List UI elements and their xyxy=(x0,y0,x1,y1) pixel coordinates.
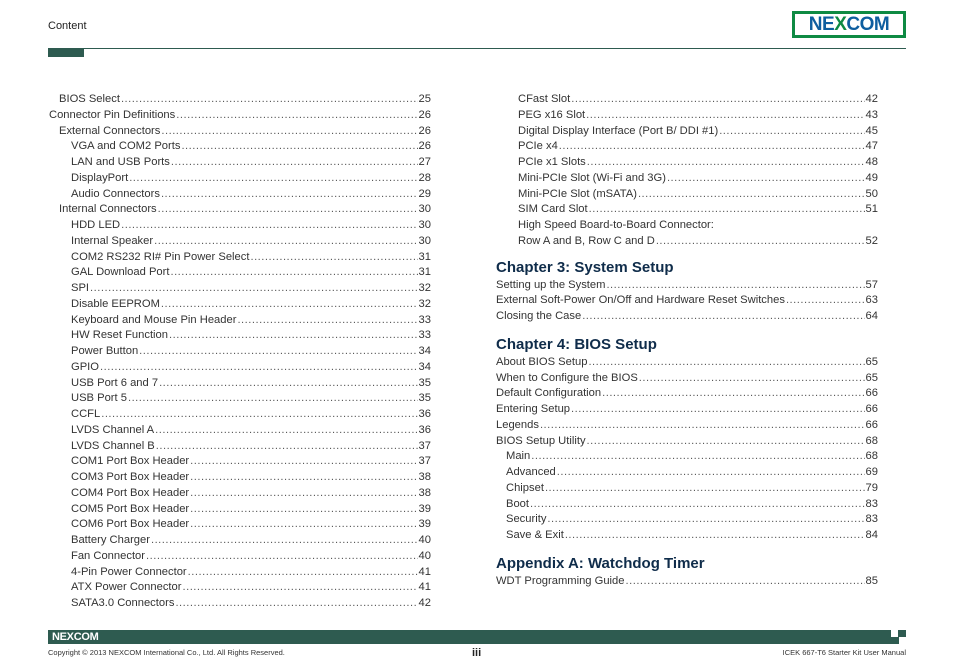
toc-leader-dots xyxy=(190,517,417,533)
toc-leader-dots xyxy=(571,402,865,418)
manual-title: ICEK 667-T6 Starter Kit User Manual xyxy=(782,648,906,657)
toc-entry-label: CCFL xyxy=(71,408,101,420)
toc-entry-label: LAN and USB Ports xyxy=(71,156,170,168)
toc-entry-page: 42 xyxy=(418,597,431,609)
toc-leader-dots xyxy=(237,313,417,329)
toc-entry-label: HDD LED xyxy=(71,219,121,231)
toc-entry[interactable] xyxy=(49,360,431,376)
toc-entry-page: 69 xyxy=(865,466,878,478)
toc-entry-label: Default Configuration xyxy=(496,387,602,400)
toc-leader-dots xyxy=(100,360,418,376)
toc-entry-page: 39 xyxy=(418,518,431,531)
toc-entry[interactable] xyxy=(49,155,431,171)
toc-entry-page: 32 xyxy=(418,297,431,310)
logo-text-x: X xyxy=(834,13,847,35)
toc-entry[interactable] xyxy=(49,502,431,518)
toc-entry-label: PCIe x1 Slots xyxy=(518,156,586,168)
toc-entry-label: SIM Card Slot xyxy=(518,203,588,216)
toc-entry[interactable] xyxy=(496,187,878,203)
toc-entry[interactable] xyxy=(49,108,431,124)
toc-entry-label: USB Port 6 and 7 xyxy=(71,376,159,389)
toc-entry-label: Internal Speaker xyxy=(71,234,154,247)
toc-right-column xyxy=(496,92,878,590)
toc-entry-page: 35 xyxy=(418,376,431,389)
toc-leader-dots xyxy=(559,139,865,155)
toc-leader-dots xyxy=(606,278,864,294)
copyright-text: Copyright © 2013 NEXCOM International Co., Ltd. All Rights Reserved. xyxy=(48,648,285,657)
toc-leader-dots xyxy=(171,155,418,171)
toc-entry-label: Closing the Case xyxy=(496,310,582,322)
toc-entry-page: 36 xyxy=(418,423,431,436)
toc-leader-dots xyxy=(190,454,417,470)
toc-entry[interactable] xyxy=(496,202,878,218)
toc-entry-label: BIOS Select xyxy=(59,93,120,105)
toc-entry-page: 64 xyxy=(865,310,878,322)
toc-entry-label: Disable EEPROM xyxy=(71,297,160,310)
toc-entry[interactable] xyxy=(49,187,431,203)
toc-entry[interactable] xyxy=(496,171,878,187)
toc-entry-page: 49 xyxy=(865,171,878,184)
toc-entry[interactable] xyxy=(49,344,431,360)
toc-entry[interactable] xyxy=(49,391,431,407)
toc-entry[interactable] xyxy=(496,309,878,325)
nexcom-logo xyxy=(792,11,906,38)
toc-entry[interactable] xyxy=(496,574,878,590)
toc-left-list xyxy=(49,92,431,612)
toc-entry-page: 41 xyxy=(418,581,431,594)
toc-entry-label: WDT Programming Guide xyxy=(496,574,625,587)
toc-entry[interactable] xyxy=(496,293,878,309)
toc-entry-label: External Soft-Power On/Off and Hardware Reset Switches xyxy=(496,294,785,307)
toc-entry-page: 28 xyxy=(418,171,431,184)
toc-leader-dots xyxy=(128,391,418,407)
toc-entry-page: 37 xyxy=(418,455,431,468)
toc-leader-dots xyxy=(101,407,417,423)
toc-appendix-a-list xyxy=(496,574,878,590)
toc-entry-page: 65 xyxy=(865,371,878,384)
toc-entry-page: 48 xyxy=(865,156,878,168)
toc-entry-label: Power Button xyxy=(71,345,139,357)
toc-entry-page: 85 xyxy=(865,574,878,587)
toc-leader-dots xyxy=(545,481,865,497)
toc-entry[interactable] xyxy=(496,528,878,544)
toc-leader-dots xyxy=(582,309,864,325)
toc-entry-page: 34 xyxy=(418,345,431,357)
toc-entry-label: DisplayPort xyxy=(71,171,129,184)
toc-chapter-3-list xyxy=(496,278,878,325)
toc-entry[interactable] xyxy=(496,278,878,294)
toc-entry-page: 35 xyxy=(418,392,431,405)
toc-entry-page: 33 xyxy=(418,313,431,326)
toc-entry[interactable] xyxy=(49,265,431,281)
toc-entry-label: CFast Slot xyxy=(518,93,571,105)
toc-entry-page: 50 xyxy=(865,187,878,200)
toc-entry-label: ATX Power Connector xyxy=(71,581,182,594)
toc-entry-label: About BIOS Setup xyxy=(496,355,588,368)
logo-text-b: COM xyxy=(846,13,890,35)
toc-entry-page: 26 xyxy=(418,124,431,137)
toc-entry-label: HW Reset Function xyxy=(71,329,168,342)
toc-entry[interactable] xyxy=(496,434,878,450)
toc-entry-page: 65 xyxy=(865,355,878,368)
toc-entry-label: Chipset xyxy=(506,481,544,494)
toc-leader-dots xyxy=(587,434,865,450)
toc-entry-label: Legends xyxy=(496,418,539,431)
toc-entry-label: GAL Download Port xyxy=(71,266,170,279)
toc-entry-label: LVDS Channel A xyxy=(71,423,155,436)
toc-leader-dots xyxy=(121,218,417,234)
toc-entry-label: Advanced xyxy=(506,466,556,478)
toc-entry-label: Setting up the System xyxy=(496,278,606,291)
toc-entry[interactable] xyxy=(496,497,878,513)
toc-leader-dots xyxy=(158,202,418,218)
toc-leader-dots xyxy=(170,265,417,281)
toc-entry-label: GPIO xyxy=(71,360,99,373)
toc-entry-label: Boot xyxy=(506,497,530,510)
toc-leader-dots xyxy=(638,187,865,203)
toc-leader-dots xyxy=(589,202,865,218)
toc-leader-dots xyxy=(565,528,865,544)
toc-leader-dots xyxy=(146,549,418,565)
toc-entry-label: COM4 Port Box Header xyxy=(71,486,190,499)
toc-entry[interactable] xyxy=(496,92,878,108)
toc-leader-dots xyxy=(154,234,417,250)
toc-entry-label: Battery Charger xyxy=(71,534,150,546)
footer-square-icon-2 xyxy=(899,637,906,644)
toc-entry[interactable] xyxy=(49,423,431,439)
page-number: iii xyxy=(472,647,482,659)
footer-square-icon xyxy=(891,630,898,637)
toc-leader-dots xyxy=(639,371,865,387)
toc-entry[interactable] xyxy=(49,234,431,250)
chapter-3-title[interactable]: Chapter 3: System Setup xyxy=(496,258,674,276)
toc-entry-label: Internal Connectors xyxy=(59,203,157,216)
toc-entry[interactable] xyxy=(49,596,431,612)
toc-entry-label: PEG x16 Slot xyxy=(518,108,586,121)
toc-entry-label: COM1 Port Box Header xyxy=(71,455,190,468)
toc-entry-label: COM5 Port Box Header xyxy=(71,502,190,515)
toc-leader-dots xyxy=(531,449,864,465)
toc-entry-page: 27 xyxy=(418,156,431,168)
toc-entry[interactable] xyxy=(49,139,431,155)
toc-right-top-list xyxy=(496,92,878,218)
toc-entry-label: Security xyxy=(506,513,547,526)
toc-leader-dots xyxy=(586,108,864,124)
toc-entry-page: 79 xyxy=(865,481,878,494)
toc-entry-label: COM2 RS232 RI# Pin Power Select xyxy=(71,250,250,263)
header-tab-marker xyxy=(48,48,84,57)
toc-entry-page: 66 xyxy=(865,403,878,415)
toc-leader-dots xyxy=(250,250,417,266)
toc-entry[interactable] xyxy=(496,386,878,402)
toc-leader-dots xyxy=(587,155,865,171)
toc-chapter-4-list xyxy=(496,355,878,544)
toc-leader-dots xyxy=(557,465,865,481)
toc-entry-page: 43 xyxy=(865,108,878,121)
toc-entry-page: 29 xyxy=(418,187,431,200)
toc-entry[interactable] xyxy=(49,580,431,596)
toc-entry-page: 37 xyxy=(418,439,431,452)
toc-wrap-entry xyxy=(496,218,878,250)
toc-entry-page: 42 xyxy=(865,93,878,105)
toc-entry-page: 38 xyxy=(418,471,431,483)
toc-entry-page: 45 xyxy=(865,124,878,137)
toc-leader-dots xyxy=(155,423,417,439)
toc-entry-page: 83 xyxy=(865,513,878,526)
toc-entry-label: USB Port 5 xyxy=(71,392,127,405)
footer-logo: NEXCOM xyxy=(52,631,99,643)
toc-leader-dots xyxy=(161,187,418,203)
toc-entry[interactable] xyxy=(496,512,878,528)
logo-text-a: NE xyxy=(808,13,835,35)
toc-entry-label: SATA3.0 Connectors xyxy=(71,597,175,609)
footer-bar xyxy=(48,630,906,644)
toc-entry-page: 36 xyxy=(418,408,431,420)
toc-entry[interactable] xyxy=(496,155,878,171)
toc-entry[interactable] xyxy=(49,376,431,392)
toc-entry[interactable] xyxy=(49,328,431,344)
toc-leader-dots xyxy=(121,92,418,108)
toc-entry-label: Fan Connector xyxy=(71,549,146,562)
toc-entry[interactable] xyxy=(49,313,431,329)
toc-entry-page: 30 xyxy=(418,219,431,231)
toc-entry-page: 34 xyxy=(418,360,431,373)
toc-leader-dots xyxy=(181,139,417,155)
toc-entry[interactable] xyxy=(49,454,431,470)
toc-entry[interactable] xyxy=(49,486,431,502)
toc-leader-dots xyxy=(602,386,864,402)
toc-entry-page: 47 xyxy=(865,140,878,153)
header-section-label: Content xyxy=(48,20,87,32)
toc-entry-page: 68 xyxy=(865,450,878,463)
toc-left-column xyxy=(49,92,431,612)
toc-entry-page: 83 xyxy=(865,497,878,510)
toc-entry[interactable] xyxy=(49,470,431,486)
toc-entry[interactable] xyxy=(49,439,431,455)
toc-leader-dots xyxy=(175,596,417,612)
toc-entry-page: 31 xyxy=(418,250,431,263)
toc-leader-dots xyxy=(176,108,417,124)
toc-entry-label: BIOS Setup Utility xyxy=(496,434,586,447)
toc-leader-dots xyxy=(547,512,864,528)
toc-entry[interactable] xyxy=(496,371,878,387)
toc-entry-page: 26 xyxy=(418,140,431,153)
toc-leader-dots xyxy=(182,580,417,596)
toc-entry-label: COM6 Port Box Header xyxy=(71,518,190,531)
toc-leader-dots xyxy=(667,171,865,187)
toc-entry-label: Mini-PCIe Slot (mSATA) xyxy=(518,187,637,200)
toc-leader-dots xyxy=(719,124,864,140)
toc-leader-dots xyxy=(530,497,865,513)
toc-entry[interactable] xyxy=(496,402,878,418)
toc-entry-page: 68 xyxy=(865,434,878,447)
toc-entry-wrap-line1[interactable]: High Speed Board-to-Board Connector: xyxy=(518,219,714,231)
toc-entry[interactable] xyxy=(49,407,431,423)
toc-leader-dots xyxy=(129,171,417,187)
toc-entry-page: 32 xyxy=(418,282,431,294)
toc-entry-page: 30 xyxy=(418,203,431,216)
toc-entry-label: VGA and COM2 Ports xyxy=(71,140,181,153)
header-rule xyxy=(48,48,906,49)
toc-entry-label: Save & Exit xyxy=(506,529,564,541)
chapter-4-title[interactable]: Chapter 4: BIOS Setup xyxy=(496,335,657,353)
toc-leader-dots xyxy=(156,439,418,455)
toc-entry-page: 41 xyxy=(418,565,431,578)
toc-leader-dots xyxy=(571,92,864,108)
toc-leader-dots xyxy=(151,533,418,549)
toc-leader-dots xyxy=(139,344,417,360)
toc-entry[interactable] xyxy=(49,202,431,218)
toc-entry[interactable] xyxy=(496,418,878,434)
toc-entry-page: 66 xyxy=(865,387,878,400)
toc-entry[interactable] xyxy=(49,281,431,297)
toc-leader-dots xyxy=(626,574,865,590)
toc-entry-label: Connector Pin Definitions xyxy=(49,108,176,121)
toc-entry-label: External Connectors xyxy=(59,124,161,137)
toc-entry[interactable] xyxy=(49,533,431,549)
toc-leader-dots xyxy=(190,502,417,518)
toc-entry-page: 40 xyxy=(418,549,431,562)
toc-entry-page: 57 xyxy=(865,278,878,291)
toc-entry-label: COM3 Port Box Header xyxy=(71,471,190,483)
toc-entry-page: 30 xyxy=(418,234,431,247)
toc-entry-label: LVDS Channel B xyxy=(71,439,155,452)
toc-entry[interactable] xyxy=(496,449,878,465)
toc-entry-page: 39 xyxy=(418,502,431,515)
toc-entry-label: PCIe x4 xyxy=(518,140,558,153)
toc-leader-dots xyxy=(190,470,417,486)
toc-entry[interactable] xyxy=(496,108,878,124)
toc-entry-label: Entering Setup xyxy=(496,403,571,415)
toc-entry-page: 40 xyxy=(418,534,431,546)
toc-entry-page: 63 xyxy=(865,294,878,307)
toc-entry-wrap-line2[interactable]: Row A and B, Row C and D ..... 52 xyxy=(496,234,878,250)
toc-entry[interactable] xyxy=(496,465,878,481)
toc-leader-dots xyxy=(188,565,418,581)
toc-entry-label: When to Configure the BIOS xyxy=(496,371,638,384)
toc-entry-page: 51 xyxy=(865,203,878,216)
toc-leader-dots xyxy=(159,376,417,392)
toc-entry-label: 4-Pin Power Connector xyxy=(71,565,187,578)
toc-entry[interactable] xyxy=(496,124,878,140)
toc-leader-dots xyxy=(190,486,417,502)
toc-entry[interactable] xyxy=(49,250,431,266)
toc-leader-dots xyxy=(786,293,865,309)
toc-entry[interactable] xyxy=(49,218,431,234)
toc-entry[interactable] xyxy=(49,171,431,187)
toc-entry-label: Main xyxy=(506,450,531,463)
toc-entry[interactable] xyxy=(49,517,431,533)
toc-entry-label: Audio Connectors xyxy=(71,187,160,200)
toc-leader-dots xyxy=(90,281,418,297)
toc-leader-dots xyxy=(540,418,865,434)
toc-entry-page: 25 xyxy=(418,93,431,105)
toc-entry[interactable] xyxy=(49,297,431,313)
toc-entry[interactable] xyxy=(49,549,431,565)
toc-entry-label: Keyboard and Mouse Pin Header xyxy=(71,313,237,326)
toc-entry-page: 31 xyxy=(418,266,431,279)
toc-leader-dots xyxy=(169,328,418,344)
toc-entry[interactable] xyxy=(49,92,431,108)
toc-entry-page: 33 xyxy=(418,329,431,342)
toc-entry[interactable] xyxy=(49,124,431,140)
toc-leader-dots xyxy=(588,355,864,371)
toc-leader-dots xyxy=(161,124,417,140)
toc-entry-page: 38 xyxy=(418,486,431,499)
toc-entry-label: SPI xyxy=(71,282,90,294)
toc-entry-page: 66 xyxy=(865,418,878,431)
toc-entry[interactable] xyxy=(496,481,878,497)
toc-entry-page: 84 xyxy=(865,529,878,541)
toc-entry[interactable] xyxy=(496,355,878,371)
toc-entry-label: Digital Display Interface (Port B/ DDI #1) xyxy=(518,124,719,137)
toc-entry[interactable] xyxy=(496,139,878,155)
appendix-a-title[interactable]: Appendix A: Watchdog Timer xyxy=(496,554,705,572)
toc-entry-label: Mini-PCIe Slot (Wi-Fi and 3G) xyxy=(518,171,666,184)
toc-entry[interactable] xyxy=(49,565,431,581)
toc-leader-dots xyxy=(161,297,418,313)
toc-entry-page: 26 xyxy=(418,108,431,121)
